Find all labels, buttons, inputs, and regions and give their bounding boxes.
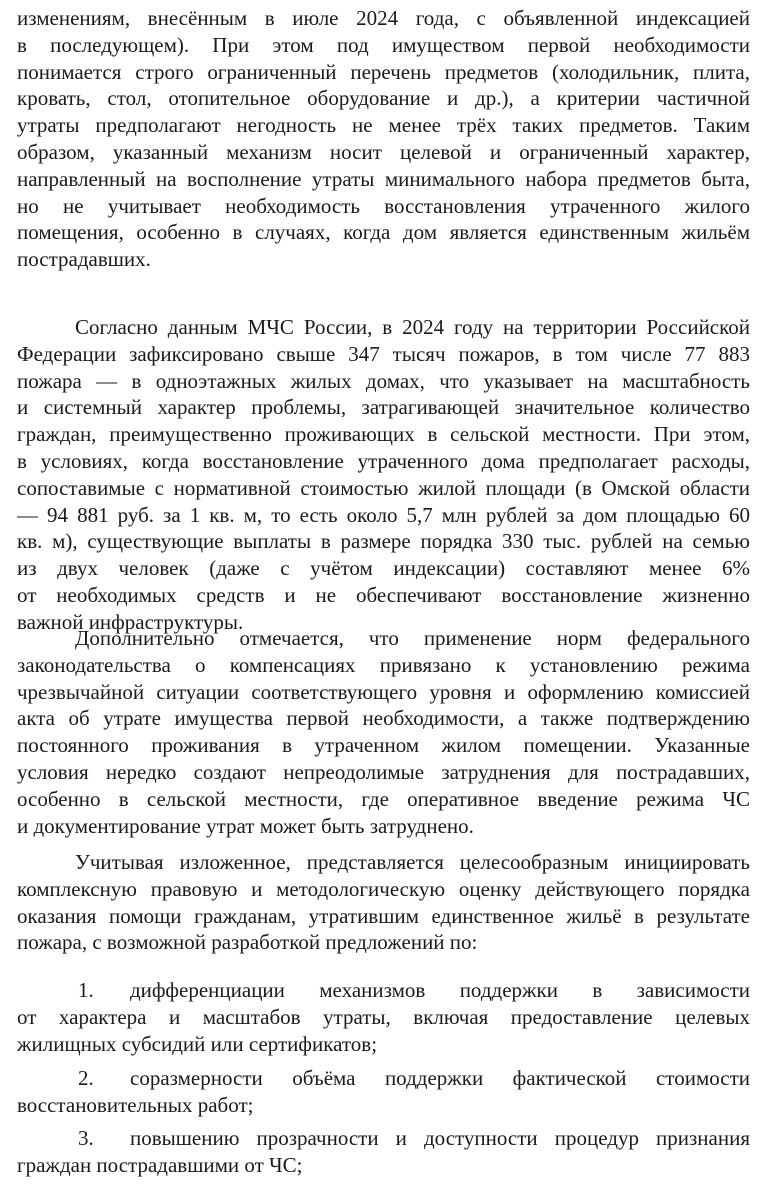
text-line: сопоставимые с нормативной стоимостью жилой площади (в Омской области: [17, 475, 750, 500]
list-number: 3.: [78, 1126, 94, 1150]
text-line: жилищных субсидий или сертификатов;: [17, 1031, 378, 1056]
text-line: и системный характер проблемы, затрагивающей значительное количество: [17, 395, 750, 420]
list-number: 1.: [78, 978, 94, 1002]
text-line: законодательства о компенсациях привязано к установлению режима: [17, 652, 750, 677]
text-line: чрезвычайной ситуации соответствующего уровня и оформлению комиссией: [17, 679, 750, 704]
text-line: Дополнительно отмечается, что применение норм федерального: [75, 626, 750, 650]
list-item-first-line: [17, 1125, 750, 1152]
text-line: образом, указанный механизм носит целевой и ограниченный характер,: [17, 139, 750, 164]
text-line: важной инфраструктуры.: [17, 609, 244, 634]
text-line: — 94 881 руб. за 1 кв. м, то есть около 5,7 млн рублей за дом площадью 60: [17, 502, 750, 527]
paragraph: [17, 314, 750, 636]
text-line: граждан, преимущественно проживающих в сельской местности. При этом,: [17, 422, 750, 447]
text-line: кровать, стол, отопительное оборудование и др.), а критерии частичной: [17, 86, 750, 111]
text-line: Согласно данным МЧС России, в 2024 году на территории Российской: [75, 315, 750, 339]
text-line: постоянного проживания в утраченном жилом помещении. Указанные: [17, 733, 750, 758]
text-line: помещения, особенно в случаях, когда дом является единственным жильём: [17, 220, 750, 245]
text-line: Учитывая изложенное, представляется целесообразным инициировать: [75, 850, 750, 874]
paragraph: [17, 5, 750, 273]
text-line: повышению прозрачности и доступности процедур признания: [130, 1126, 750, 1150]
text-line: в условиях, когда восстановление утраченного дома предполагает расходы,: [17, 448, 750, 473]
text-line: из двух человек (даже с учётом индексации) составляют менее 6%: [17, 556, 750, 581]
text-line: понимается строго ограниченный перечень предметов (холодильник, плита,: [17, 59, 750, 84]
text-line: изменениям, внесённым в июле 2024 года, с объявленной индексацией: [17, 6, 750, 30]
list-item-first-line: [17, 977, 750, 1004]
text-line: восстановительных работ;: [17, 1092, 254, 1117]
text-line: условия нередко создают непреодолимые затруднения для пострадавших,: [17, 759, 750, 784]
text-line: от необходимых средств и не обеспечивают восстановление жизненно: [17, 582, 750, 607]
text-line: особенно в сельской местности, где оперативное введение режима ЧС: [17, 786, 750, 811]
text-line: пострадавших.: [17, 247, 151, 272]
text-line: пожара, с возможной разработкой предложений по:: [17, 930, 478, 955]
text-line: от характера и масштабов утраты, включая предоставление целевых: [17, 1004, 750, 1029]
text-line: в последующем). При этом под имуществом первой необходимости: [17, 32, 750, 57]
text-line: утраты предполагают негодность не менее трёх таких предметов. Таким: [17, 113, 750, 138]
text-line: граждан пострадавшими от ЧС;: [17, 1152, 303, 1177]
text-line: но не учитывает необходимость восстановления утраченного жилого: [17, 193, 750, 218]
text-line: соразмерности объёма поддержки фактической стоимости: [130, 1066, 750, 1090]
text-line: оказания помощи гражданам, утратившим единственное жильё в результате: [17, 903, 750, 928]
text-line: пожара — в одноэтажных жилых домах, что указывает на масштабность: [17, 368, 750, 393]
paragraph: [17, 625, 750, 839]
text-line: дифференциации механизмов поддержки в зависимости: [130, 978, 750, 1002]
list-number: 2.: [78, 1066, 94, 1090]
list-item: [17, 977, 750, 1057]
list-item: [17, 1125, 750, 1179]
text-line: Федерации зафиксировано свыше 347 тысяч пожаров, в том числе 77 883: [17, 341, 750, 366]
text-line: комплексную правовую и методологическую оценку действующего порядка: [17, 876, 750, 901]
text-line: и документирование утрат может быть затруднено.: [17, 813, 474, 838]
list-item: [17, 1065, 750, 1119]
paragraph: [17, 849, 750, 956]
list-item-first-line: [17, 1065, 750, 1092]
text-line: направленный на восполнение утраты минимального набора предметов быта,: [17, 166, 750, 191]
text-line: акта об утрате имущества первой необходимости, а также подтверждению: [17, 706, 750, 731]
text-line: кв. м), существующие выплаты в размере порядка 330 тыс. рублей на семью: [17, 529, 750, 554]
